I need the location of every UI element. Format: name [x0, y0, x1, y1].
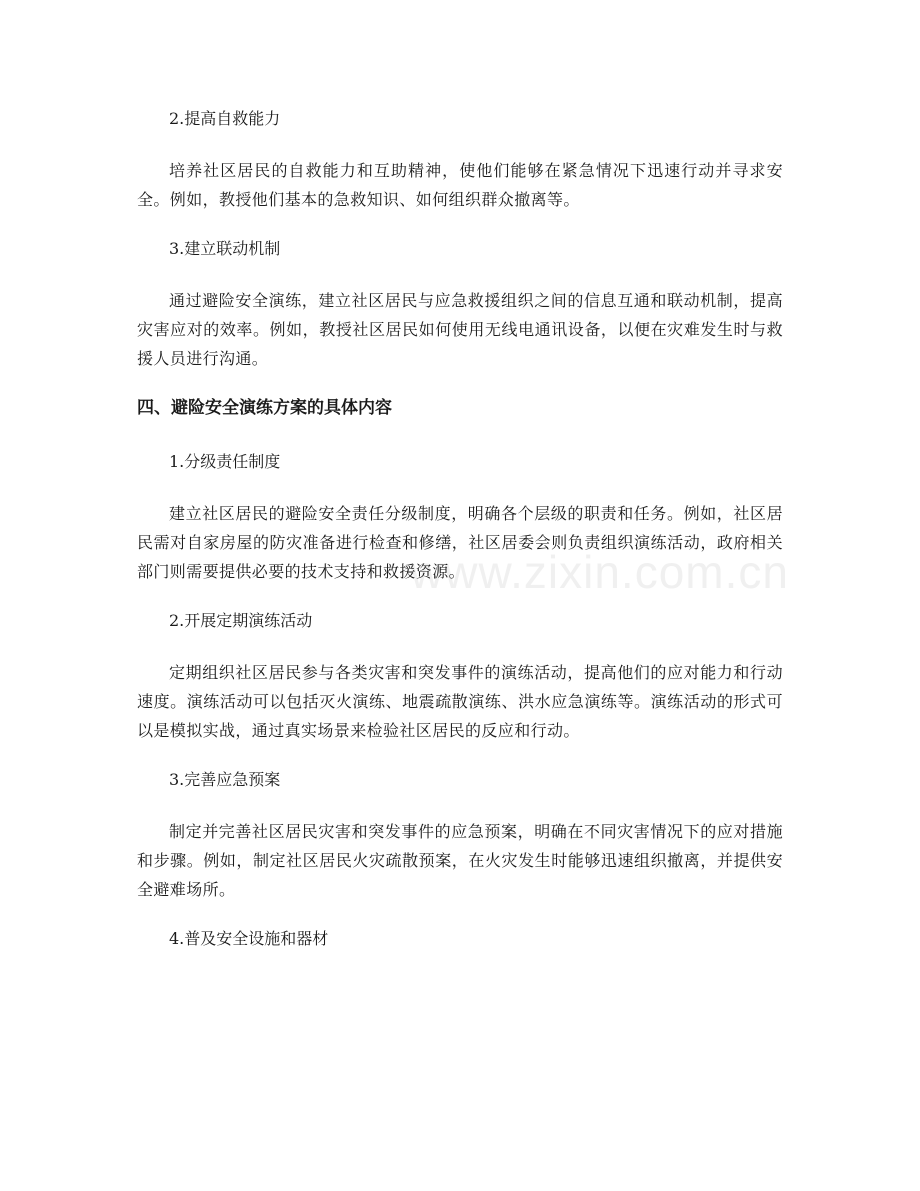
subheading-linkage: 3.建立联动机制: [169, 239, 281, 258]
paragraph-responsibility: 建立社区居民的避险安全责任分级制度，明确各个层级的职责和任务。例如，社区居民需对自家房屋的防灾准备进行检查和修缮，社区居委会则负责组织演练活动，政府相关部门则需要提供必要的技术支持和救援资源。: [137, 504, 783, 581]
document-body: [137, 104, 783, 976]
subheading-safety-equipment: 4.普及安全设施和器材: [169, 929, 329, 948]
paragraph-linkage: 通过避险安全演练，建立社区居民与应急救援组织之间的信息互通和联动机制，提高灾害应对的效率。例如，教授社区居民如何使用无线电通讯设备，以便在灾难发生时与救援人员进行沟通。: [137, 291, 783, 368]
subheading-responsibility: 1.分级责任制度: [169, 452, 281, 471]
paragraph-emergency-plan: 制定并完善社区居民灾害和突发事件的应急预案，明确在不同灾害情况下的应对措施和步骤。例如，制定社区居民火灾疏散预案，在火灾发生时能够迅速组织撤离，并提供安全避难场所。: [137, 822, 783, 899]
subheading-self-rescue: 2.提高自救能力: [169, 109, 281, 128]
subheading-drills: 2.开展定期演练活动: [169, 611, 313, 630]
section-heading: 四、避险安全演练方案的具体内容: [137, 398, 392, 418]
paragraph-self-rescue: 培养社区居民的自救能力和互助精神，使他们能够在紧急情况下迅速行动并寻求安全。例如，教授他们基本的急救知识、如何组织群众撤离等。: [137, 161, 783, 209]
watermark: www.zixin.com.cn: [410, 546, 789, 598]
paragraph-drills: 定期组织社区居民参与各类灾害和突发事件的演练活动，提高他们的应对能力和行动速度。演练活动可以包括灭火演练、地震疏散演练、洪水应急演练等。演练活动的形式可以是模拟实战，通过真实场景来检验社区居民的反应和行动。: [137, 663, 783, 740]
subheading-emergency-plan: 3.完善应急预案: [169, 770, 281, 789]
